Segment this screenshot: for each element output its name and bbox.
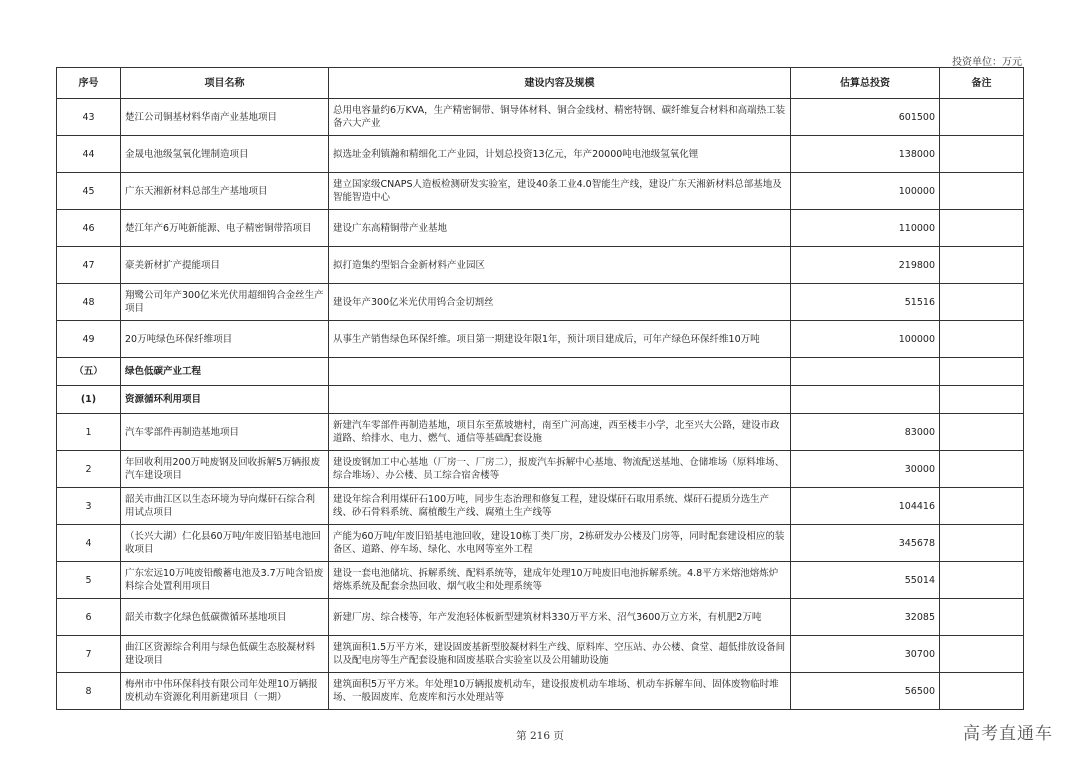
- cell-name: （长兴大湖）仁化县60万吨/年废旧铅基电池回收项目: [121, 525, 329, 562]
- cell-content: 建设广东高精铜带产业基地: [329, 210, 791, 247]
- section-row: [57, 386, 1024, 414]
- watermark: 高考直通车: [963, 724, 1053, 744]
- table-row: [57, 414, 1024, 451]
- cell-investment: 100000: [791, 321, 940, 358]
- cell-name: 曲江区资源综合利用与绿色低碳生态胶凝材料建设项目: [121, 636, 329, 673]
- cell-remark: [940, 358, 1024, 386]
- cell-content: [329, 386, 791, 414]
- project-table: [56, 67, 1024, 710]
- cell-no: 49: [57, 321, 121, 358]
- cell-no: 2: [57, 451, 121, 488]
- cell-content: [329, 358, 791, 386]
- table-body: [57, 99, 1024, 710]
- cell-content: 拟选址金利镇瀚和精细化工产业园，计划总投资13亿元，年产20000吨电池级氢氧化锂: [329, 136, 791, 173]
- cell-name: 年回收利用200万吨废钢及回收拆解5万辆报废汽车建设项目: [121, 451, 329, 488]
- cell-investment: 219800: [791, 247, 940, 284]
- cell-no: 45: [57, 173, 121, 210]
- cell-remark: [940, 173, 1024, 210]
- table-row: [57, 247, 1024, 284]
- cell-no: 4: [57, 525, 121, 562]
- cell-investment: [791, 386, 940, 414]
- cell-no: 3: [57, 488, 121, 525]
- cell-content: 建设一套电池储坑、拆解系统、配料系统等，建成年处理10万吨废旧电池拆解系统。4.8平方米熔池熔炼炉熔炼系统及配套余热回收、烟气收尘和处理系统等: [329, 562, 791, 599]
- cell-name: 金晟电池级氢氧化锂制造项目: [121, 136, 329, 173]
- section-row: [57, 358, 1024, 386]
- cell-no: 5: [57, 562, 121, 599]
- cell-name: 资源循环利用项目: [121, 386, 329, 414]
- header-remark: 备注: [940, 68, 1024, 99]
- cell-remark: [940, 210, 1024, 247]
- investment-unit-label: 投资单位：万元: [952, 57, 1022, 68]
- cell-content: 建设废钢加工中心基地（厂房一、厂房二），报废汽车拆解中心基地、物流配送基地、仓储堆场（原料堆场、综合堆场）、办公楼、员工综合宿舍楼等: [329, 451, 791, 488]
- cell-investment: [791, 358, 940, 386]
- cell-investment: 30700: [791, 636, 940, 673]
- table-row: [57, 321, 1024, 358]
- cell-name: 韶关市曲江区以生态环境为导向煤矸石综合利用试点项目: [121, 488, 329, 525]
- page-number: 第 216 页: [516, 730, 564, 742]
- table-row: [57, 136, 1024, 173]
- cell-no: 46: [57, 210, 121, 247]
- cell-name: 楚江公司铜基材料华南产业基地项目: [121, 99, 329, 136]
- cell-no: 48: [57, 284, 121, 321]
- cell-investment: 100000: [791, 173, 940, 210]
- table-row: [57, 173, 1024, 210]
- cell-no: 6: [57, 599, 121, 636]
- cell-no: （五）: [57, 358, 121, 386]
- cell-name: 广东宏远10万吨废铅酸蓄电池及3.7万吨含铅废料综合处置利用项目: [121, 562, 329, 599]
- cell-content: 建设年综合利用煤矸石100万吨，同步生态治理和修复工程，建设煤矸石取用系统、煤矸石提质分选生产线、砂石骨料系统、腐植酸生产线、腐殖土生产线等: [329, 488, 791, 525]
- cell-name: 梅州市中伟环保科技有限公司年处理10万辆报废机动车资源化利用新建项目（一期）: [121, 673, 329, 710]
- cell-name: 豪美新材扩产提能项目: [121, 247, 329, 284]
- cell-no: 7: [57, 636, 121, 673]
- cell-name: 广东天湘新材料总部生产基地项目: [121, 173, 329, 210]
- table-row: [57, 284, 1024, 321]
- cell-content: 建筑面积1.5万平方米，建设固废基新型胶凝材料生产线、原料库、空压站、办公楼、食堂、超低排放设备间以及配电房等生产配套设施和固废基联合实验室以及公用辅助设施: [329, 636, 791, 673]
- header-content: 建设内容及规模: [329, 68, 791, 99]
- cell-no: 1: [57, 414, 121, 451]
- cell-remark: [940, 525, 1024, 562]
- cell-content: 建立国家级CNAPS人造板检测研发实验室，建设40条工业4.0智能生产线，建设广东天湘新材料总部基地及智能智造中心: [329, 173, 791, 210]
- cell-remark: [940, 414, 1024, 451]
- cell-remark: [940, 136, 1024, 173]
- cell-investment: 30000: [791, 451, 940, 488]
- cell-remark: [940, 636, 1024, 673]
- cell-investment: 83000: [791, 414, 940, 451]
- table-row: [57, 451, 1024, 488]
- table-row: [57, 525, 1024, 562]
- table-row: [57, 210, 1024, 247]
- table-header-row: [57, 68, 1024, 99]
- cell-content: 建设年产300亿米光伏用钨合金切割丝: [329, 284, 791, 321]
- cell-remark: [940, 562, 1024, 599]
- cell-content: 新建汽车零部件再制造基地，项目东至蕉坡塘村，南至广河高速，西至楼丰小学，北至兴大公路，建设市政道路、给排水、电力、燃气、通信等基础配套设施: [329, 414, 791, 451]
- cell-no: 8: [57, 673, 121, 710]
- cell-name: 楚江年产6万吨新能源、电子精密铜带箔项目: [121, 210, 329, 247]
- cell-investment: 51516: [791, 284, 940, 321]
- cell-remark: [940, 451, 1024, 488]
- table-row: [57, 636, 1024, 673]
- cell-investment: 32085: [791, 599, 940, 636]
- cell-remark: [940, 386, 1024, 414]
- cell-content: 总用电容量约6万KVA，生产精密铜带、铜导体材料、铜合金线材、精密特钢、碳纤维复合材料和高端热工装备六大产业: [329, 99, 791, 136]
- cell-investment: 138000: [791, 136, 940, 173]
- table-row: [57, 673, 1024, 710]
- cell-no: 47: [57, 247, 121, 284]
- cell-content: 建筑面积5万平方米。年处理10万辆报废机动车，建设报废机动车堆场、机动车拆解车间、固体废物临时堆场、一般固废库、危废库和污水处理站等: [329, 673, 791, 710]
- cell-content: 新建厂房、综合楼等，年产发泡轻体板新型建筑材料330万平方米、沼气3600万立方米，有机肥2万吨: [329, 599, 791, 636]
- cell-name: 绿色低碳产业工程: [121, 358, 329, 386]
- cell-content: 从事生产销售绿色环保纤维。项目第一期建设年限1年，预计项目建成后，可年产绿色环保纤维10万吨: [329, 321, 791, 358]
- table-row: [57, 488, 1024, 525]
- cell-remark: [940, 599, 1024, 636]
- cell-remark: [940, 488, 1024, 525]
- cell-no: 44: [57, 136, 121, 173]
- cell-investment: 601500: [791, 99, 940, 136]
- cell-investment: 110000: [791, 210, 940, 247]
- cell-content: 产能为60万吨/年废旧铅基电池回收，建设10栋丁类厂房，2栋研发办公楼及门房等，同时配套建设相应的装备区、道路、停车场、绿化、水电网等室外工程: [329, 525, 791, 562]
- cell-name: 韶关市数字化绿色低碳微循环基地项目: [121, 599, 329, 636]
- cell-investment: 104416: [791, 488, 940, 525]
- cell-remark: [940, 673, 1024, 710]
- cell-remark: [940, 321, 1024, 358]
- cell-no: 43: [57, 99, 121, 136]
- header-no: 序号: [57, 68, 121, 99]
- cell-content: 拟打造集约型铝合金新材料产业园区: [329, 247, 791, 284]
- cell-investment: 56500: [791, 673, 940, 710]
- header-investment: 估算总投资: [791, 68, 940, 99]
- cell-investment: 55014: [791, 562, 940, 599]
- table-row: [57, 99, 1024, 136]
- table-row: [57, 599, 1024, 636]
- cell-name: 翔鹭公司年产300亿米光伏用超细钨合金丝生产项目: [121, 284, 329, 321]
- cell-remark: [940, 284, 1024, 321]
- cell-investment: 345678: [791, 525, 940, 562]
- cell-no: (1): [57, 386, 121, 414]
- cell-remark: [940, 247, 1024, 284]
- table-row: [57, 562, 1024, 599]
- header-name: 项目名称: [121, 68, 329, 99]
- cell-name: 汽车零部件再制造基地项目: [121, 414, 329, 451]
- cell-remark: [940, 99, 1024, 136]
- cell-name: 20万吨绿色环保纤维项目: [121, 321, 329, 358]
